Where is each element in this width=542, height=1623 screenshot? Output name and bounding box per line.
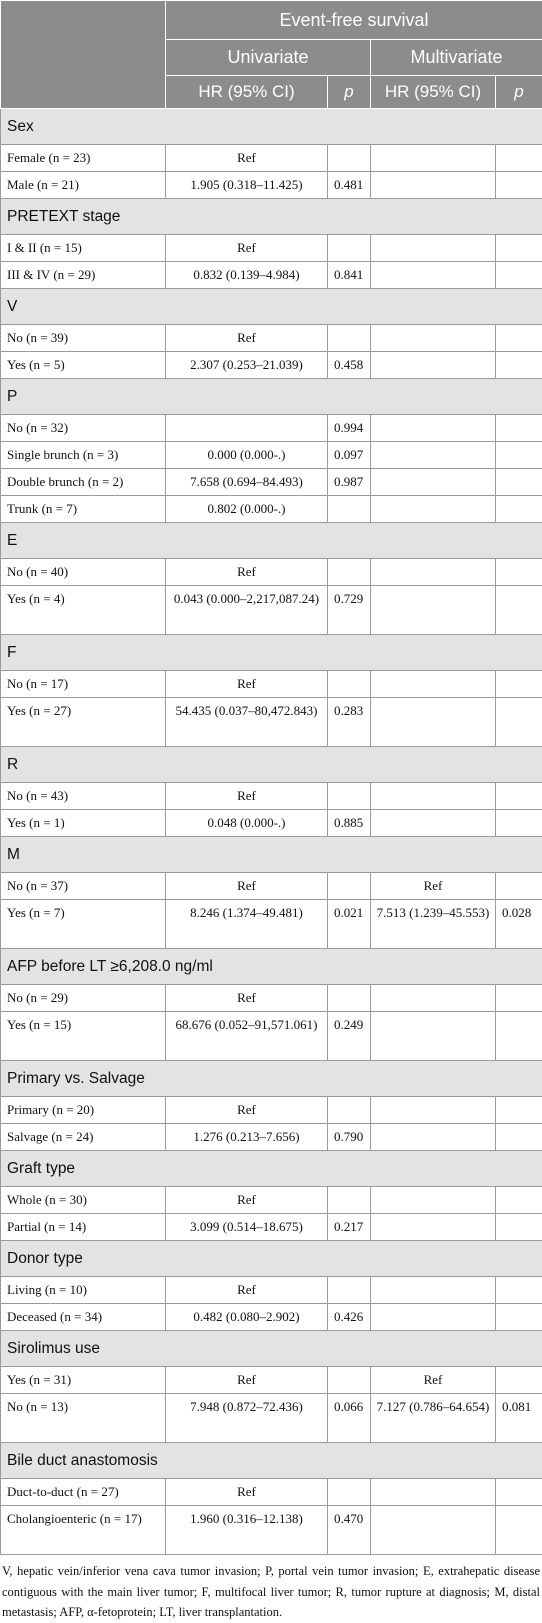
cell-uni-p: 0.987 — [328, 469, 371, 496]
row-label: Single brunch (n = 3) — [1, 442, 166, 469]
cell-uni-p — [328, 671, 371, 698]
group-row — [1, 635, 542, 671]
cell-multi-p — [496, 559, 542, 586]
header-uni-hr: HR (95% CI) — [166, 76, 328, 109]
cell-uni-p — [328, 145, 371, 172]
cell-uni-hr: 0.832 (0.139–4.984) — [166, 262, 328, 289]
cell-uni-hr: Ref — [166, 235, 328, 262]
cell-multi-hr — [371, 442, 496, 469]
row-label: Double brunch (n = 2) — [1, 469, 166, 496]
cell-uni-p — [328, 325, 371, 352]
cell-uni-hr: Ref — [166, 671, 328, 698]
cell-multi-p — [496, 415, 542, 442]
group-label: E — [1, 523, 542, 559]
cell-uni-hr: Ref — [166, 1097, 328, 1124]
cell-uni-p: 0.841 — [328, 262, 371, 289]
table-body — [1, 109, 542, 1555]
row-label: Partial (n = 14) — [1, 1214, 166, 1241]
row-label: No (n = 32) — [1, 415, 166, 442]
cell-uni-p: 0.885 — [328, 810, 371, 837]
cell-uni-p: 0.249 — [328, 1012, 371, 1061]
group-label: AFP before LT ≥6,208.0 ng/ml — [1, 949, 542, 985]
row-label: No (n = 29) — [1, 985, 166, 1012]
cell-uni-p — [328, 496, 371, 523]
cell-multi-p — [496, 469, 542, 496]
cell-multi-p — [496, 1479, 542, 1506]
cell-multi-p — [496, 145, 542, 172]
header-corner — [1, 1, 166, 109]
group-row — [1, 1061, 542, 1097]
cell-multi-p — [496, 1214, 542, 1241]
cell-multi-p — [496, 496, 542, 523]
table-row — [1, 352, 542, 379]
group-row — [1, 1443, 542, 1479]
table-row — [1, 1304, 542, 1331]
row-label: Yes (n = 27) — [1, 698, 166, 747]
cell-uni-p — [328, 783, 371, 810]
cell-multi-hr — [371, 262, 496, 289]
table-row — [1, 325, 542, 352]
table-row — [1, 810, 542, 837]
cell-uni-hr: Ref — [166, 1479, 328, 1506]
cell-uni-p — [328, 1367, 371, 1394]
group-row — [1, 1241, 542, 1277]
cell-multi-p — [496, 586, 542, 635]
group-label: Graft type — [1, 1151, 542, 1187]
table-row — [1, 1097, 542, 1124]
cell-uni-hr: 7.948 (0.872–72.436) — [166, 1394, 328, 1443]
cell-multi-hr: Ref — [371, 1367, 496, 1394]
cell-multi-hr — [371, 172, 496, 199]
cell-uni-hr: 3.099 (0.514–18.675) — [166, 1214, 328, 1241]
table-row — [1, 415, 542, 442]
cell-uni-p: 0.426 — [328, 1304, 371, 1331]
cell-uni-hr: 0.802 (0.000-.) — [166, 496, 328, 523]
cell-uni-hr: 0.048 (0.000-.) — [166, 810, 328, 837]
row-label: Whole (n = 30) — [1, 1187, 166, 1214]
cell-multi-p — [496, 783, 542, 810]
cell-multi-p — [496, 1012, 542, 1061]
cell-uni-hr: 1.276 (0.213–7.656) — [166, 1124, 328, 1151]
cell-multi-hr — [371, 1277, 496, 1304]
cell-uni-p: 0.283 — [328, 698, 371, 747]
cell-multi-hr: Ref — [371, 873, 496, 900]
header-univariate: Univariate — [166, 40, 371, 76]
cell-multi-p — [496, 172, 542, 199]
row-label: No (n = 17) — [1, 671, 166, 698]
row-label: Trunk (n = 7) — [1, 496, 166, 523]
cell-multi-p — [496, 873, 542, 900]
group-label: R — [1, 747, 542, 783]
cell-uni-p: 0.481 — [328, 172, 371, 199]
table-row — [1, 586, 542, 635]
table-row — [1, 783, 542, 810]
cell-multi-p — [496, 810, 542, 837]
cell-multi-p: 0.081 — [496, 1394, 542, 1443]
row-label: Cholangioenteric (n = 17) — [1, 1506, 166, 1555]
group-label: PRETEXT stage — [1, 199, 542, 235]
cell-uni-hr: 54.435 (0.037–80,472.843) — [166, 698, 328, 747]
group-label: Sex — [1, 109, 542, 145]
table-row — [1, 1479, 542, 1506]
row-label: No (n = 40) — [1, 559, 166, 586]
cell-uni-hr: 2.307 (0.253–21.039) — [166, 352, 328, 379]
cell-uni-p: 0.470 — [328, 1506, 371, 1555]
row-label: Yes (n = 15) — [1, 1012, 166, 1061]
group-row — [1, 289, 542, 325]
cell-multi-p — [496, 698, 542, 747]
cell-multi-hr — [371, 586, 496, 635]
cell-multi-p — [496, 1277, 542, 1304]
table-row — [1, 671, 542, 698]
row-label: Deceased (n = 34) — [1, 1304, 166, 1331]
group-row — [1, 1331, 542, 1367]
cell-multi-hr — [371, 235, 496, 262]
group-label: P — [1, 379, 542, 415]
cell-uni-hr: Ref — [166, 145, 328, 172]
cell-multi-p — [496, 352, 542, 379]
cell-uni-p — [328, 235, 371, 262]
cell-multi-hr — [371, 469, 496, 496]
table-row — [1, 873, 542, 900]
table-row — [1, 145, 542, 172]
cell-multi-hr — [371, 698, 496, 747]
cell-uni-p: 0.066 — [328, 1394, 371, 1443]
table-row — [1, 262, 542, 289]
cell-uni-p: 0.994 — [328, 415, 371, 442]
cell-uni-hr: 8.246 (1.374–49.481) — [166, 900, 328, 949]
cell-multi-p — [496, 325, 542, 352]
row-label: III & IV (n = 29) — [1, 262, 166, 289]
table-row — [1, 469, 542, 496]
cell-multi-p — [496, 985, 542, 1012]
table-row — [1, 559, 542, 586]
cell-uni-hr — [166, 415, 328, 442]
cell-multi-p — [496, 442, 542, 469]
cell-uni-hr: Ref — [166, 1187, 328, 1214]
row-label: Female (n = 23) — [1, 145, 166, 172]
cell-uni-p: 0.097 — [328, 442, 371, 469]
group-row — [1, 109, 542, 145]
table-row — [1, 1187, 542, 1214]
header-uni-p: p — [328, 76, 371, 109]
row-label: No (n = 13) — [1, 1394, 166, 1443]
row-label: Primary (n = 20) — [1, 1097, 166, 1124]
cell-uni-hr: Ref — [166, 559, 328, 586]
group-label: M — [1, 837, 542, 873]
cell-multi-hr — [371, 415, 496, 442]
cell-multi-p — [496, 671, 542, 698]
table-row — [1, 985, 542, 1012]
group-label: Bile duct anastomosis — [1, 1443, 542, 1479]
group-label: Sirolimus use — [1, 1331, 542, 1367]
cell-uni-hr: Ref — [166, 325, 328, 352]
cell-uni-hr: 68.676 (0.052–91,571.061) — [166, 1012, 328, 1061]
cell-uni-hr: 1.960 (0.316–12.138) — [166, 1506, 328, 1555]
cell-uni-p — [328, 985, 371, 1012]
cell-uni-p: 0.458 — [328, 352, 371, 379]
row-label: Male (n = 21) — [1, 172, 166, 199]
cell-multi-hr — [371, 1012, 496, 1061]
cell-multi-p — [496, 262, 542, 289]
cell-multi-hr — [371, 783, 496, 810]
cell-multi-hr — [371, 325, 496, 352]
group-row — [1, 747, 542, 783]
cell-multi-hr — [371, 559, 496, 586]
row-label: Duct-to-duct (n = 27) — [1, 1479, 166, 1506]
table-row — [1, 698, 542, 747]
group-row — [1, 1151, 542, 1187]
table-row — [1, 1012, 542, 1061]
header-multi-p: p — [496, 76, 542, 109]
cell-multi-p — [496, 235, 542, 262]
row-label: I & II (n = 15) — [1, 235, 166, 262]
header-multivariate: Multivariate — [371, 40, 542, 76]
group-row — [1, 949, 542, 985]
cell-uni-hr: Ref — [166, 783, 328, 810]
row-label: No (n = 43) — [1, 783, 166, 810]
cell-multi-p — [496, 1367, 542, 1394]
cell-uni-p — [328, 1277, 371, 1304]
cell-multi-hr — [371, 145, 496, 172]
cell-multi-hr — [371, 671, 496, 698]
table-row — [1, 1367, 542, 1394]
group-label: Donor type — [1, 1241, 542, 1277]
cell-multi-hr — [371, 1214, 496, 1241]
group-label: F — [1, 635, 542, 671]
cell-multi-hr: 7.127 (0.786–64.654) — [371, 1394, 496, 1443]
cell-uni-p: 0.217 — [328, 1214, 371, 1241]
cell-multi-hr — [371, 1304, 496, 1331]
cell-uni-p: 0.729 — [328, 586, 371, 635]
group-label: Primary vs. Salvage — [1, 1061, 542, 1097]
header-title: Event-free survival — [166, 1, 542, 40]
group-label: V — [1, 289, 542, 325]
group-row — [1, 523, 542, 559]
cell-uni-p — [328, 1479, 371, 1506]
cell-multi-p — [496, 1187, 542, 1214]
table-row — [1, 1124, 542, 1151]
cell-uni-hr: Ref — [166, 1277, 328, 1304]
cell-uni-hr: 7.658 (0.694–84.493) — [166, 469, 328, 496]
cell-multi-hr — [371, 1479, 496, 1506]
cell-multi-hr — [371, 1097, 496, 1124]
cell-multi-hr — [371, 352, 496, 379]
cell-uni-p — [328, 559, 371, 586]
row-label: Living (n = 10) — [1, 1277, 166, 1304]
table-row — [1, 172, 542, 199]
cell-uni-hr: 0.043 (0.000–2,217,087.24) — [166, 586, 328, 635]
table-row — [1, 1277, 542, 1304]
table-footnote: V, hepatic vein/inferior vena cava tumor invasion; P, portal vein tumor invasion; E, extrahepatic disease contiguous with the main liver tumor; F, multifocal liver tumor; R, tumor rupture at diagnosis; M, distal metastasis; AFP, α-fetoprotein; LT, liver transplantation. — [0, 1555, 542, 1623]
row-label: Yes (n = 5) — [1, 352, 166, 379]
header-multi-hr: HR (95% CI) — [371, 76, 496, 109]
cell-uni-hr: 0.000 (0.000-.) — [166, 442, 328, 469]
table-row — [1, 900, 542, 949]
cell-multi-p — [496, 1124, 542, 1151]
row-label: No (n = 39) — [1, 325, 166, 352]
cell-uni-p — [328, 873, 371, 900]
cell-uni-hr: 0.482 (0.080–2.902) — [166, 1304, 328, 1331]
cell-multi-p — [496, 1097, 542, 1124]
cell-multi-hr — [371, 1187, 496, 1214]
cell-uni-hr: Ref — [166, 1367, 328, 1394]
cell-uni-p — [328, 1187, 371, 1214]
cell-uni-p: 0.790 — [328, 1124, 371, 1151]
cell-multi-hr — [371, 985, 496, 1012]
cell-multi-p: 0.028 — [496, 900, 542, 949]
row-label: Yes (n = 1) — [1, 810, 166, 837]
row-label: Yes (n = 7) — [1, 900, 166, 949]
table-row — [1, 235, 542, 262]
cell-uni-p — [328, 1097, 371, 1124]
group-row — [1, 199, 542, 235]
group-row — [1, 837, 542, 873]
cell-uni-p: 0.021 — [328, 900, 371, 949]
table-row — [1, 442, 542, 469]
cell-multi-hr — [371, 496, 496, 523]
table-row — [1, 1394, 542, 1443]
table-row — [1, 496, 542, 523]
cell-multi-hr — [371, 810, 496, 837]
row-label: Salvage (n = 24) — [1, 1124, 166, 1151]
cell-uni-hr: 1.905 (0.318–11.425) — [166, 172, 328, 199]
row-label: Yes (n = 31) — [1, 1367, 166, 1394]
cell-multi-p — [496, 1304, 542, 1331]
cell-multi-p — [496, 1506, 542, 1555]
cell-multi-hr: 7.513 (1.239–45.553) — [371, 900, 496, 949]
row-label: Yes (n = 4) — [1, 586, 166, 635]
table-row — [1, 1214, 542, 1241]
table-header — [1, 1, 542, 109]
group-row — [1, 379, 542, 415]
table-row — [1, 1506, 542, 1555]
cell-multi-hr — [371, 1124, 496, 1151]
cell-multi-hr — [371, 1506, 496, 1555]
cell-uni-hr: Ref — [166, 873, 328, 900]
cell-uni-hr: Ref — [166, 985, 328, 1012]
row-label: No (n = 37) — [1, 873, 166, 900]
